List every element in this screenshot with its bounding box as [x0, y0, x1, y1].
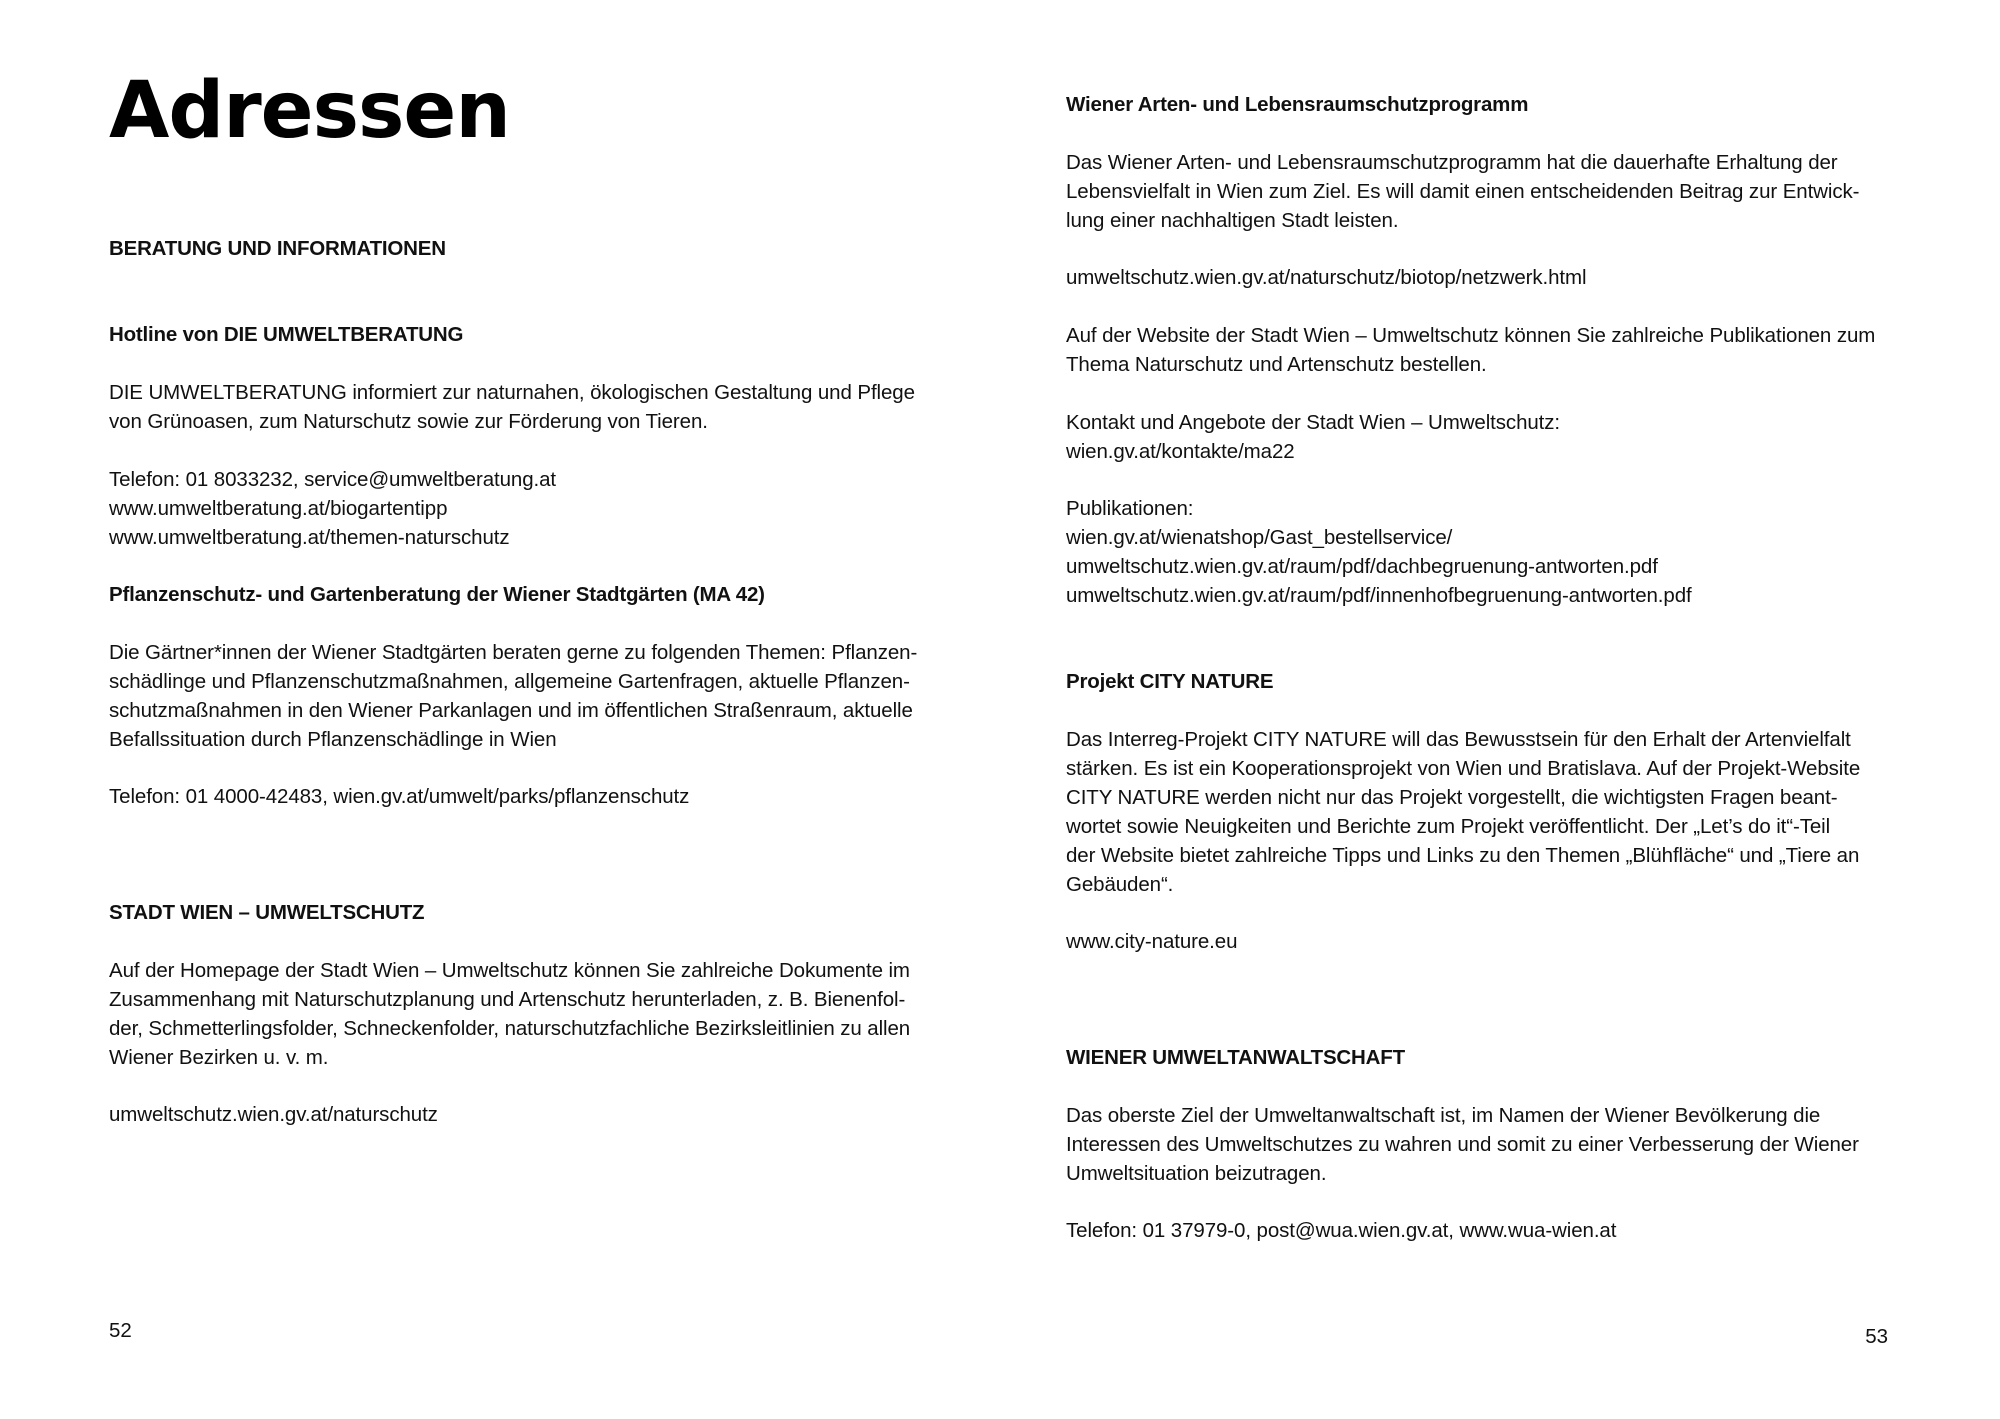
link-wienatshop[interactable]: wien.gv.at/wienatshop/Gast_bestellservice/: [1066, 526, 1453, 549]
text-line: Auf der Website der Stadt Wien – Umweltschutz können Sie zahlreiche Publikationen zum: [1066, 324, 1876, 347]
text-line: Interessen des Umweltschutzes zu wahren und somit zu einer Verbesserung der Wiener: [1066, 1133, 1859, 1156]
hotline-contact: [109, 465, 556, 552]
text-line: Kontakt und Angebote der Stadt Wien – Umweltschutz:: [1066, 411, 1561, 434]
city-nature-heading: Projekt CITY NATURE: [1066, 670, 1274, 693]
arten-body: [1066, 148, 1859, 235]
text-line: Das Wiener Arten- und Lebensraumschutzprogramm hat die dauerhafte Erhaltung der: [1066, 151, 1838, 174]
text-line: Das oberste Ziel der Umweltanwaltschaft ist, im Namen der Wiener Bevölkerung die: [1066, 1104, 1821, 1127]
pflanzenschutz-heading: Pflanzenschutz- und Gartenberatung der Wiener Stadtgärten (MA 42): [109, 583, 765, 606]
text-line: stärken. Es ist ein Kooperationsprojekt von Wien und Bratislava. Auf der Projekt-Website: [1066, 757, 1861, 780]
text-line: Umweltsituation beizutragen.: [1066, 1162, 1327, 1185]
city-nature-body: [1066, 725, 1860, 899]
hotline-heading: Hotline von DIE UMWELTBERATUNG: [109, 323, 464, 346]
text-line: Befallssituation durch Pflanzenschädlinge in Wien: [109, 728, 557, 751]
text-line: CITY NATURE werden nicht nur das Projekt vorgestellt, die wichtigsten Fragen beant-: [1066, 786, 1838, 809]
section-heading-stadt-wien: STADT WIEN – UMWELTSCHUTZ: [109, 901, 425, 924]
umweltanwaltschaft-heading: WIENER UMWELTANWALTSCHAFT: [1066, 1046, 1405, 1069]
page-title: Adressen: [109, 66, 510, 156]
text-line: Auf der Homepage der Stadt Wien – Umweltschutz können Sie zahlreiche Dokumente im: [109, 959, 910, 982]
arten-publication-links: [1066, 494, 1692, 610]
text-line: Wiener Bezirken u. v. m.: [109, 1046, 329, 1069]
text-line: Gebäuden“.: [1066, 873, 1174, 896]
page-number-left: 52: [109, 1319, 132, 1342]
page-number-right: 53: [1865, 1325, 1888, 1348]
link-naturschutz[interactable]: umweltschutz.wien.gv.at/naturschutz: [109, 1103, 438, 1126]
text-line: schädlinge und Pflanzenschutzmaßnahmen, allgemeine Gartenfragen, aktuelle Pflanzen-: [109, 670, 910, 693]
arten-publications-text: [1066, 321, 1875, 379]
text-line: Zusammenhang mit Naturschutzplanung und Artenschutz herunterladen, z. B. Bienenfol-: [109, 988, 906, 1011]
section-heading-beratung: BERATUNG UND INFORMATIONEN: [109, 237, 446, 260]
link-biotop-netzwerk[interactable]: umweltschutz.wien.gv.at/naturschutz/biotop/netzwerk.html: [1066, 266, 1587, 289]
text-line: der Website bietet zahlreiche Tipps und Links zu den Themen „Blühfläche“ und „Tiere an: [1066, 844, 1860, 867]
link-kontakte-ma22[interactable]: wien.gv.at/kontakte/ma22: [1066, 440, 1295, 463]
text-line: der, Schmetterlingsfolder, Schneckenfolder, naturschutzfachliche Bezirksleitlinien zu allen: [109, 1017, 911, 1040]
text-line: Publikationen:: [1066, 497, 1194, 520]
hotline-phone-email[interactable]: Telefon: 01 8033232, service@umweltberatung.at: [109, 468, 556, 491]
link-biogartentipp[interactable]: www.umweltberatung.at/biogartentipp: [109, 497, 448, 520]
text-line: lung einer nachhaltigen Stadt leisten.: [1066, 209, 1399, 232]
pflanzenschutz-body: [109, 638, 917, 754]
link-dachbegruenung-pdf[interactable]: umweltschutz.wien.gv.at/raum/pdf/dachbegruenung-antworten.pdf: [1066, 555, 1658, 578]
text-line: Thema Naturschutz und Artenschutz bestellen.: [1066, 353, 1487, 376]
text-line: von Grünoasen, zum Naturschutz sowie zur Förderung von Tieren.: [109, 410, 708, 433]
text-line: schutzmaßnahmen in den Wiener Parkanlagen und im öffentlichen Straßenraum, aktuelle: [109, 699, 913, 722]
hotline-body: [109, 378, 915, 436]
text-line: wortet sowie Neuigkeiten und Berichte zum Projekt veröffentlicht. Der „Let’s do it“-Teil: [1066, 815, 1831, 838]
right-page: [1000, 0, 2000, 1419]
text-line: Lebensvielfalt in Wien zum Ziel. Es will damit einen entscheidenden Beitrag zur Entwick-: [1066, 180, 1860, 203]
text-line: Das Interreg-Projekt CITY NATURE will das Bewusstsein für den Erhalt der Artenvielfalt: [1066, 728, 1851, 751]
arten-heading: Wiener Arten- und Lebensraumschutzprogramm: [1066, 93, 1529, 116]
stadt-wien-body: [109, 956, 910, 1072]
link-city-nature[interactable]: www.city-nature.eu: [1066, 930, 1238, 953]
link-innenhofbegruenung-pdf[interactable]: umweltschutz.wien.gv.at/raum/pdf/innenhofbegruenung-antworten.pdf: [1066, 584, 1692, 607]
text-line: Die Gärtner*innen der Wiener Stadtgärten beraten gerne zu folgenden Themen: Pflanzen-: [109, 641, 918, 664]
pflanzenschutz-contact[interactable]: Telefon: 01 4000-42483, wien.gv.at/umwelt/parks/pflanzenschutz: [109, 785, 690, 808]
umweltanwaltschaft-contact[interactable]: Telefon: 01 37979-0, post@wua.wien.gv.at, www.wua-wien.at: [1066, 1219, 1617, 1242]
text-line: DIE UMWELTBERATUNG informiert zur naturnahen, ökologischen Gestaltung und Pflege: [109, 381, 915, 404]
link-themen-naturschutz[interactable]: www.umweltberatung.at/themen-naturschutz: [109, 526, 510, 549]
arten-contact: [1066, 408, 1560, 466]
umweltanwaltschaft-body: [1066, 1101, 1859, 1188]
